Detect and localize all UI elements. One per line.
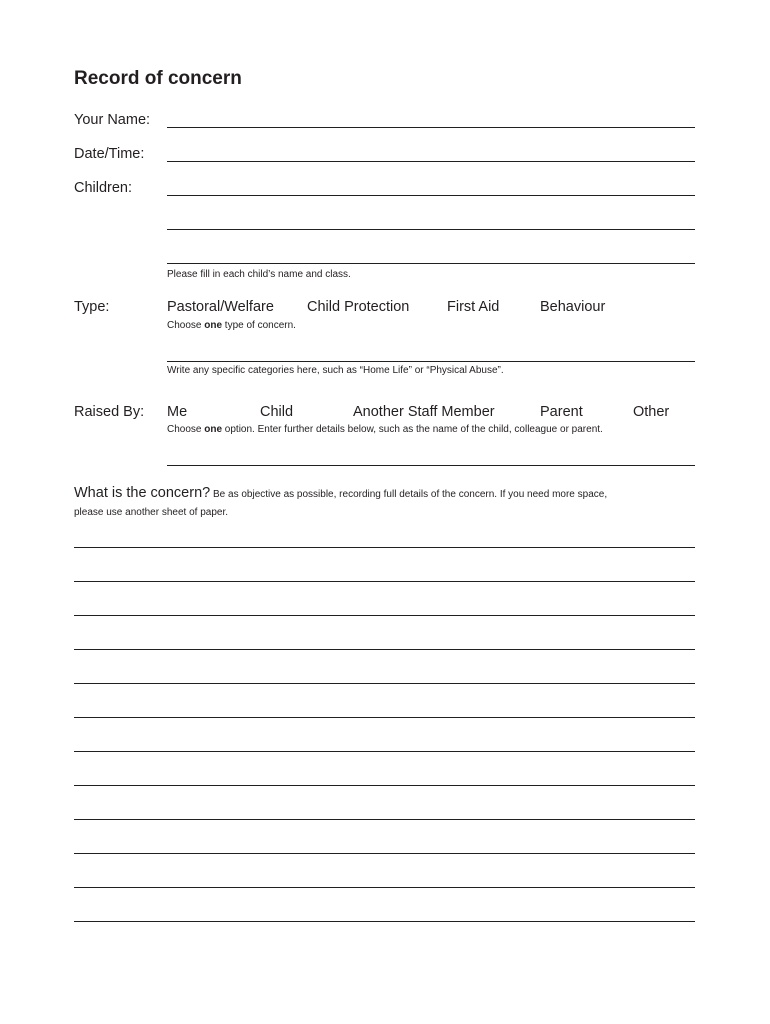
children-field-2[interactable] [167, 229, 695, 230]
your-name-label: Your Name: [74, 112, 151, 128]
children-field-3[interactable] [167, 263, 695, 264]
date-time-label: Date/Time: [74, 146, 145, 162]
raised-by-option-parent[interactable]: Parent [540, 404, 583, 420]
categories-hint: Write any specific categories here, such as “Home Life” or “Physical Abuse”. [167, 365, 504, 376]
raised-by-option-other[interactable]: Other [633, 404, 670, 420]
concern-hint-line1: Be as objective as possible, recording full details of the concern. If you need more space, [210, 489, 608, 500]
type-option-child-protection[interactable]: Child Protection [307, 299, 410, 315]
raised-by-option-another-staff-member[interactable]: Another Staff Member [353, 404, 495, 420]
categories-field[interactable] [167, 361, 695, 362]
concern-heading: What is the concern? [74, 485, 211, 501]
children-field-1[interactable] [167, 195, 695, 196]
raised-by-hint: Choose one option. Enter further details below, such as the name of the child, colleague or parent. [167, 424, 603, 435]
concern-hint-line2: please use another sheet of paper. [74, 507, 229, 518]
concern-line[interactable] [74, 547, 695, 548]
raised-by-details-field[interactable] [167, 465, 695, 466]
page-title: Record of concern [74, 68, 242, 89]
concern-line[interactable] [74, 649, 695, 650]
date-time-field[interactable] [167, 161, 695, 162]
concern-line[interactable] [74, 615, 695, 616]
concern-line[interactable] [74, 887, 695, 888]
raised-by-option-child[interactable]: Child [260, 404, 294, 420]
raised-by-label: Raised By: [74, 404, 145, 420]
concern-line[interactable] [74, 853, 695, 854]
concern-line[interactable] [74, 683, 695, 684]
children-hint: Please fill in each child’s name and class. [167, 269, 351, 280]
type-label: Type: [74, 299, 110, 315]
children-label: Children: [74, 180, 133, 196]
concern-line[interactable] [74, 921, 695, 922]
your-name-field[interactable] [167, 127, 695, 128]
concern-line[interactable] [74, 785, 695, 786]
concern-line[interactable] [74, 819, 695, 820]
raised-by-option-me[interactable]: Me [167, 404, 188, 420]
type-option-first-aid[interactable]: First Aid [447, 299, 500, 315]
concern-line[interactable] [74, 581, 695, 582]
concern-intro [74, 485, 714, 521]
concern-line[interactable] [74, 717, 695, 718]
type-hint: Choose one type of concern. [167, 320, 296, 331]
concern-line[interactable] [74, 751, 695, 752]
type-option-pastoral-welfare[interactable]: Pastoral/Welfare [167, 299, 274, 315]
type-option-behaviour[interactable]: Behaviour [540, 299, 606, 315]
